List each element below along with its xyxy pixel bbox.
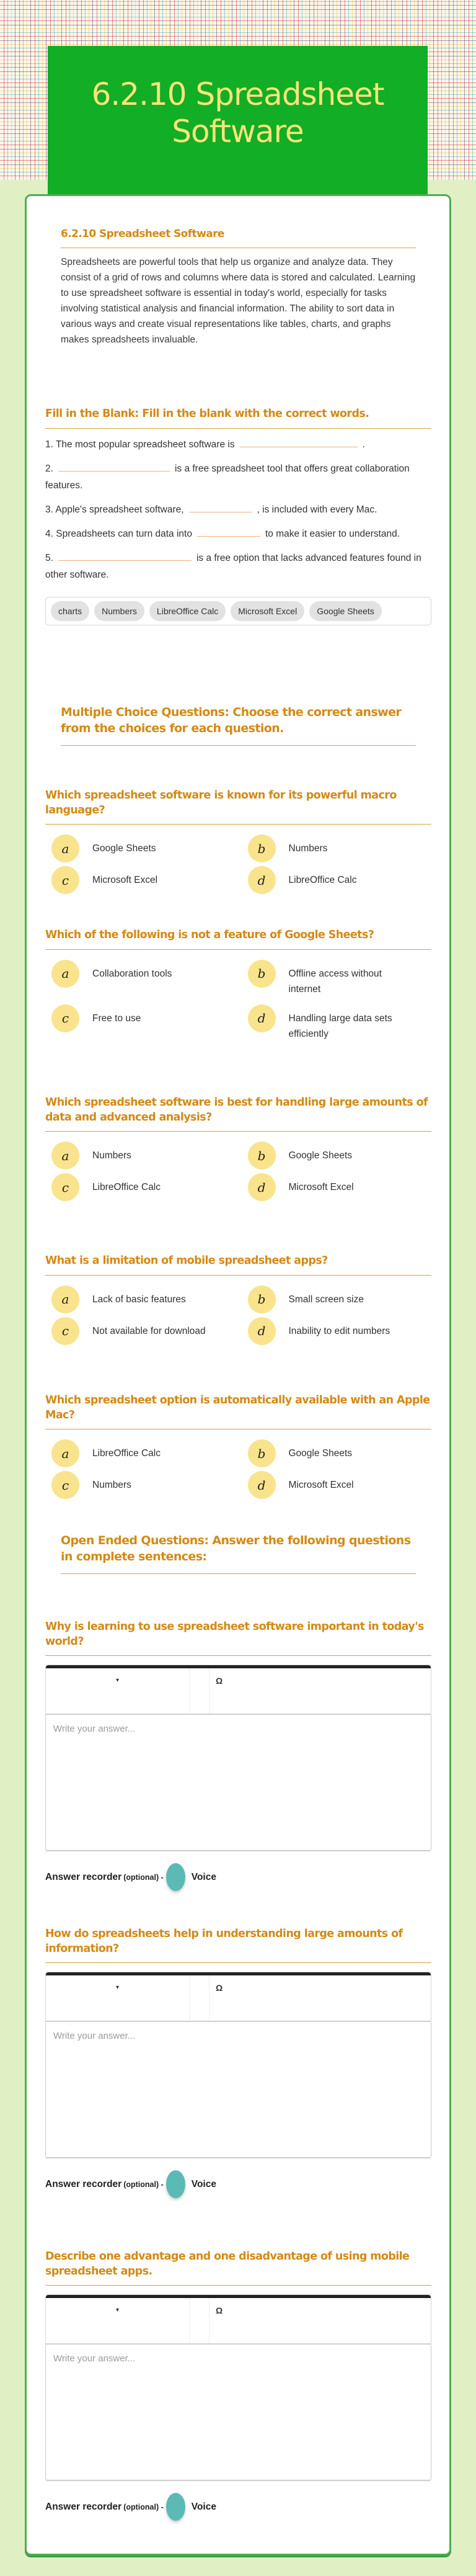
format-dropdown[interactable] (46, 2298, 190, 2343)
omega-icon: Ω (216, 2305, 223, 2316)
option-letter-badge: c (51, 866, 79, 894)
option-b[interactable] (248, 960, 432, 997)
open-ended-header (61, 1533, 416, 1574)
fib-text: 4. Spreadsheets can turn data into (45, 528, 192, 539)
answer-recorder (45, 2493, 431, 2521)
question-text: Which spreadsheet option is automatically available with an Apple Mac? (45, 1393, 431, 1429)
option-text: Microsoft Excel (288, 1480, 354, 1491)
fib-item-1 (45, 436, 431, 453)
answer-textarea[interactable]: Write your answer... (46, 1715, 431, 1850)
option-letter-badge: a (51, 960, 79, 988)
option-d[interactable] (248, 1317, 432, 1345)
blank-input-1[interactable] (240, 436, 358, 447)
recorder-optional: (optional) - (123, 2502, 164, 2511)
fib-text: 1. The most popular spreadsheet software is (45, 439, 235, 450)
option-d[interactable] (248, 866, 432, 894)
option-text: Lack of basic features (92, 1294, 186, 1305)
record-button[interactable] (166, 2170, 185, 2198)
option-b[interactable] (248, 834, 432, 862)
fill-in-blank-section (45, 407, 431, 625)
editor-toolbar (46, 1665, 431, 1715)
option-text: Numbers (92, 1480, 131, 1491)
voice-label: Voice (191, 2178, 216, 2189)
word-chip[interactable]: Numbers (94, 601, 144, 621)
fib-text: , is included with every Mac. (257, 504, 377, 515)
option-text: Inability to edit numbers (288, 1325, 390, 1336)
answer-textarea[interactable]: Write your answer... (46, 2022, 431, 2157)
fib-item-3 (45, 501, 431, 518)
mc-question-2 (45, 928, 431, 1042)
option-c[interactable] (51, 1173, 236, 1201)
option-d[interactable] (248, 1471, 432, 1499)
option-text: Numbers (92, 1150, 131, 1161)
option-letter-badge: b (248, 834, 276, 862)
option-letter-badge: c (51, 1317, 79, 1345)
page-title: 6.2.10 Spreadsheet Software (91, 76, 384, 150)
multiple-choice-header (61, 705, 416, 746)
word-chip[interactable]: Microsoft Excel (231, 601, 304, 621)
blank-input-5[interactable] (58, 550, 192, 561)
option-text: Google Sheets (92, 843, 156, 854)
option-text: Handling large data sets efficiently (288, 1013, 392, 1039)
title-banner (48, 46, 428, 195)
option-text: Google Sheets (288, 1448, 353, 1459)
option-letter-badge: a (51, 1439, 79, 1467)
option-letter-badge: d (248, 866, 276, 894)
option-letter-badge: b (248, 1142, 276, 1169)
mc-question-5 (45, 1393, 431, 1499)
fib-text: is a free option that lacks advanced features found in other software. (45, 552, 421, 580)
chevron-down-icon: ▾ (115, 1677, 120, 1684)
option-a[interactable] (51, 1286, 236, 1313)
option-letter-badge: a (51, 1286, 79, 1313)
option-c[interactable] (51, 1471, 236, 1499)
blank-input-4[interactable] (197, 525, 260, 537)
rich-text-editor (45, 2294, 431, 2480)
option-b[interactable] (248, 1439, 432, 1467)
question-text: What is a limitation of mobile spreadsheet apps? (45, 1254, 431, 1276)
option-text: Offline access without internet (288, 968, 382, 995)
fib-item-5 (45, 550, 431, 583)
record-button[interactable] (166, 2493, 185, 2521)
option-letter-badge: b (248, 1439, 276, 1467)
format-dropdown[interactable] (46, 1668, 190, 1714)
option-b[interactable] (248, 1142, 432, 1169)
option-text: Microsoft Excel (92, 875, 158, 886)
open-question-2 (45, 1927, 431, 2198)
special-character-button[interactable] (209, 1668, 223, 1714)
multiple-choice-title: Multiple Choice Questions: Choose the correct answer from the choices for each question. (61, 705, 416, 746)
option-text: Small screen size (288, 1294, 364, 1305)
fill-in-blank-title: Fill in the Blank: Fill in the blank with the correct words. (45, 407, 431, 429)
word-chip[interactable]: charts (51, 601, 89, 621)
omega-icon: Ω (216, 1983, 223, 1993)
option-a[interactable] (51, 960, 236, 997)
option-text: Collaboration tools (92, 968, 172, 979)
option-letter-badge: b (248, 1286, 276, 1313)
recorder-label: Answer recorder (45, 2178, 122, 2189)
option-text: Google Sheets (288, 1150, 353, 1161)
blank-input-2[interactable] (58, 460, 170, 472)
intro-section (61, 196, 416, 347)
recorder-optional: (optional) - (123, 2180, 164, 2189)
editor-toolbar (46, 2295, 431, 2345)
option-letter-badge: d (248, 1173, 276, 1201)
option-text: LibreOffice Calc (92, 1182, 161, 1193)
option-c[interactable] (51, 1317, 236, 1345)
fib-text: 3. Apple's spreadsheet software, (45, 504, 184, 515)
fib-item-4 (45, 525, 431, 542)
open-question-3 (45, 2250, 431, 2521)
rich-text-editor (45, 1972, 431, 2158)
intro-title: 6.2.10 Spreadsheet Software (61, 227, 416, 248)
fib-item-2 (45, 460, 431, 494)
option-text: Microsoft Excel (288, 1182, 354, 1193)
chevron-down-icon: ▾ (115, 2307, 120, 2314)
option-letter-badge: c (51, 1471, 79, 1499)
editor-toolbar (46, 1972, 431, 2022)
question-text: Which spreadsheet software is best for handling large amounts of data and advanced analysis? (45, 1096, 431, 1132)
worksheet-card (25, 194, 451, 2556)
special-character-button[interactable] (209, 2298, 223, 2343)
option-a[interactable] (51, 1439, 236, 1467)
mc-question-3 (45, 1096, 431, 1201)
blank-input-3[interactable] (189, 501, 252, 512)
option-text: Numbers (288, 843, 328, 854)
mc-question-1 (45, 789, 431, 894)
option-text: LibreOffice Calc (288, 875, 357, 886)
option-d[interactable] (248, 1004, 432, 1042)
option-a[interactable] (51, 1142, 236, 1169)
question-text: Describe one advantage and one disadvantage of using mobile spreadsheet apps. (45, 2250, 431, 2286)
question-text: How do spreadsheets help in understanding large amounts of information? (45, 1927, 431, 1963)
fib-text: is a free spreadsheet tool that offers great collaboration features. (45, 463, 410, 491)
toolbar-separator (190, 2298, 209, 2343)
special-character-button[interactable] (209, 1975, 223, 2021)
option-letter-badge: d (248, 1471, 276, 1499)
option-letter-badge: c (51, 1004, 79, 1032)
question-text: Why is learning to use spreadsheet software important in today's world? (45, 1620, 431, 1656)
record-button[interactable] (166, 1863, 185, 1891)
toolbar-separator (190, 1668, 209, 1714)
question-text: Which of the following is not a feature of Google Sheets? (45, 928, 431, 950)
option-c[interactable] (51, 866, 236, 894)
word-chip[interactable]: LibreOffice Calc (149, 601, 226, 621)
option-letter-badge: b (248, 960, 276, 988)
intro-body: Spreadsheets are powerful tools that help us organize and analyze data. They consist of a grid of rows and columns where data is stored and calculated. Learning to use spreadsheet software is essential in today's world, especially for tasks involving statistical analysis and financial information. The ability to sort data in various ways and create visual representations like tables, charts, and graphs makes spreadsheets invaluable. (61, 256, 416, 345)
word-bank (45, 597, 431, 625)
fib-text: 5. (45, 552, 53, 563)
voice-label: Voice (191, 1871, 216, 1882)
open-ended-title: Open Ended Questions: Answer the following questions in complete sentences: (61, 1533, 416, 1574)
option-letter-badge: d (248, 1317, 276, 1345)
option-c[interactable] (51, 1004, 236, 1042)
rich-text-editor (45, 1665, 431, 1851)
option-b[interactable] (248, 1286, 432, 1313)
option-letter-badge: c (51, 1173, 79, 1201)
option-letter-badge: a (51, 1142, 79, 1169)
voice-label: Voice (191, 2501, 216, 2512)
fib-text: . (362, 439, 365, 450)
recorder-label: Answer recorder (45, 2501, 122, 2512)
option-letter-badge: a (51, 834, 79, 862)
word-chip[interactable]: Google Sheets (309, 601, 382, 621)
toolbar-separator (190, 1975, 209, 2021)
chevron-down-icon: ▾ (115, 1984, 120, 1992)
option-letter-badge: d (248, 1004, 276, 1032)
question-text: Which spreadsheet software is known for its powerful macro language? (45, 789, 431, 825)
fib-text: to make it easier to understand. (265, 528, 400, 539)
open-question-1 (45, 1620, 431, 1891)
option-text: LibreOffice Calc (92, 1448, 161, 1459)
omega-icon: Ω (216, 1676, 223, 1686)
recorder-label: Answer recorder (45, 1871, 122, 1882)
fib-text: 2. (45, 463, 53, 474)
answer-recorder (45, 1863, 431, 1891)
format-dropdown[interactable] (46, 1975, 190, 2021)
option-a[interactable] (51, 834, 236, 862)
option-text: Free to use (92, 1013, 141, 1024)
option-text: Not available for download (92, 1325, 206, 1336)
answer-recorder (45, 2170, 431, 2198)
recorder-optional: (optional) - (123, 1872, 164, 1882)
option-d[interactable] (248, 1173, 432, 1201)
mc-question-4 (45, 1254, 431, 1345)
answer-textarea[interactable]: Write your answer... (46, 2345, 431, 2480)
